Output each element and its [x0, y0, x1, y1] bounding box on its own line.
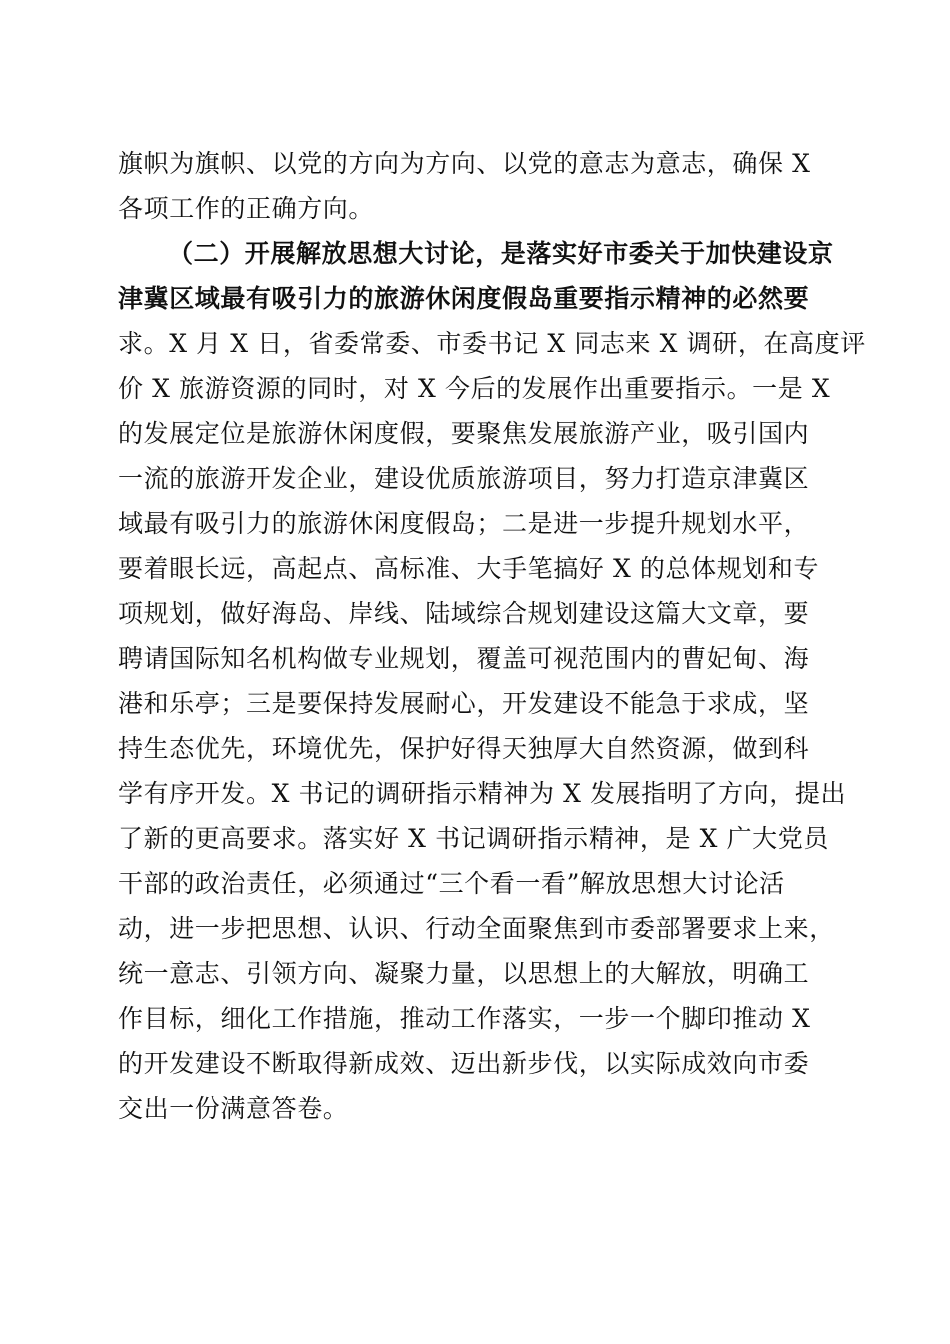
text-line: 价 X 旅游资源的同时，对 X 今后的发展作出重要指示。一是 X: [118, 374, 831, 403]
section-heading-line: 津冀区域最有吸引力的旅游休闲度假岛重要指示精神的必然要: [118, 284, 810, 313]
text-line: 聘请国际知名机构做专业规划，覆盖可视范围内的曹妃甸、海: [118, 644, 810, 673]
text-line: 各项工作的正确方向。: [118, 194, 375, 223]
text-line: 作目标，细化工作措施，推动工作落实，一步一个脚印推动 X: [118, 1004, 811, 1033]
text-line: 了新的更高要求。落实好 X 书记调研指示精神，是 X 广大党员: [118, 824, 829, 853]
text-line: 项规划，做好海岛、岸线、陆域综合规划建设这篇大文章，要: [118, 599, 810, 628]
text-line: 干部的政治责任，必须通过“三个看一看”解放思想大讨论活: [118, 869, 785, 898]
text-line: 学有序开发。X 书记的调研指示精神为 X 发展指明了方向，提出: [118, 779, 847, 808]
text-line: 统一意志、引领方向、凝聚力量，以思想上的大解放，明确工: [118, 959, 810, 988]
text-line: 交出一份满意答卷。: [118, 1094, 349, 1123]
text-line: 动，进一步把思想、认识、行动全面聚焦到市委部署要求上来，: [118, 914, 835, 943]
text-line: 域最有吸引力的旅游休闲度假岛；二是进一步提升规划水平，: [118, 509, 810, 538]
text-line: 要着眼长远，高起点、高标准、大手笔搞好 X 的总体规划和专: [118, 554, 820, 583]
section-heading-line: （二）开展解放思想大讨论，是落实好市委关于加快建设京: [168, 239, 834, 268]
text-line: 一流的旅游开发企业，建设优质旅游项目，努力打造京津冀区: [118, 464, 810, 493]
text-line: 的发展定位是旅游休闲度假，要聚焦发展旅游产业，吸引国内: [118, 419, 810, 448]
text-line: 的开发建设不断取得新成效、迈出新步伐，以实际成效向市委: [118, 1049, 810, 1078]
text-line: 持生态优先，环境优先，保护好得天独厚大自然资源，做到科: [118, 734, 810, 763]
text-line: 求。X 月 X 日，省委常委、市委书记 X 同志来 X 调研，在高度评: [118, 329, 866, 358]
text-line: 旗帜为旗帜、以党的方向为方向、以党的意志为意志，确保 X: [118, 149, 811, 178]
text-line: 港和乐亭；三是要保持发展耐心，开发建设不能急于求成，坚: [118, 689, 810, 718]
